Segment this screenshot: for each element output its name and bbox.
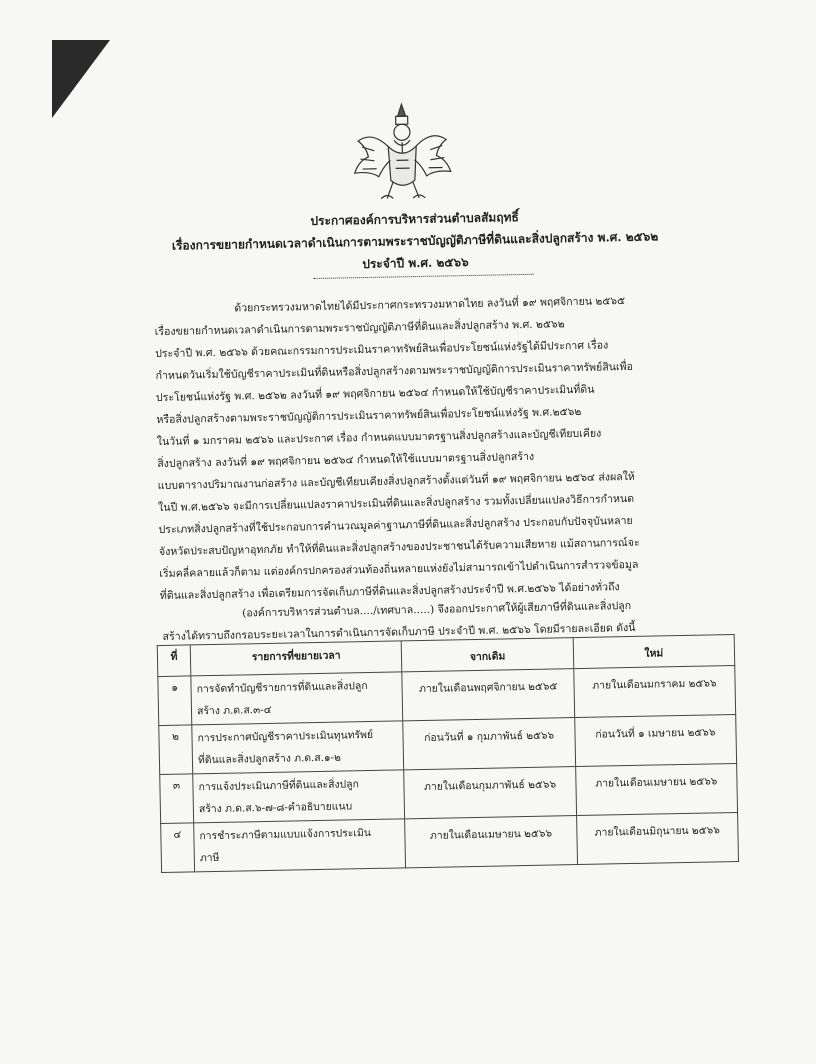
- row-item-line: ที่ดินและสิ่งปลูกสร้าง ภ.ด.ส.๑-๒: [197, 751, 342, 767]
- header-no: ที่: [157, 645, 191, 677]
- row-item-line: การแจ้งประเมินภาษีที่ดินและสิ่งปลูก: [198, 778, 359, 794]
- row-item-line: การชำระภาษีตามแบบแจ้งการประเมิน: [199, 827, 371, 843]
- table-row: [161, 812, 739, 872]
- announce-line: สร้างได้ทราบถึงกรอบระยะเวลาในการดำเนินการจัดเก็บภาษี ประจำปี พ.ศ. ๒๕๖๖ โดยมีรายละเอียด ดังนี้: [162, 621, 636, 643]
- announce-line: (องค์การบริหารส่วนตำบล..../เทศบาล.....) จึงออกประกาศให้ผู้เสียภาษีที่ดินและสิ่งปลูก: [242, 599, 632, 620]
- body-line: จังหวัดประสบปัญหาอุทกภัย ทำให้ที่ดินและสิ่งปลูกสร้างของประชาชนได้รับความเสียหาย แม้สถานการณ์จะ: [158, 536, 640, 559]
- row-item-line: การจัดทำบัญชีรายการที่ดินและสิ่งปลูก: [196, 680, 368, 696]
- body-paragraph: [154, 288, 712, 607]
- body-line: ประโยชน์แห่งรัฐ พ.ศ. ๒๕๖๒ ลงวันที่ ๑๙ พฤศจิกายน ๒๕๖๔ กำหนดให้ใช้บัญชีราคาประเมินที่ดิน: [155, 383, 595, 405]
- header-new: ใหม่: [573, 634, 735, 668]
- body-line: หรือสิ่งปลูกสร้างตามพระราชบัญญัติการประเมินราคาทรัพย์สินเพื่อประโยชน์แห่งรัฐ พ.ศ.๒๕๖๒: [156, 405, 582, 427]
- row-no: ๒: [159, 725, 193, 775]
- row-old: ภายในเดือนเมษายน ๒๕๖๖: [405, 816, 577, 868]
- row-item-line: ภาษี: [199, 851, 220, 865]
- title-line-3: ประจำปี พ.ศ. ๒๕๖๖: [362, 255, 469, 272]
- header-old: จากเดิม: [402, 638, 574, 672]
- row-item: [194, 819, 406, 872]
- body-line: ประเภทสิ่งปลูกสร้างที่ใช้ประกอบการคำนวณมูลค่าฐานภาษีที่ดินและสิ่งปลูกสร้าง ประกอบกับปัจจุบันหลาย: [158, 514, 633, 537]
- row-item-line: การประกาศบัญชีราคาประเมินทุนทรัพย์: [197, 728, 374, 745]
- body-line: สิ่งปลูกสร้าง ลงวันที่ ๑๙ พฤศจิกายน ๒๕๖๔ กำหนดให้ใช้แบบมาตรฐานสิ่งปลูกสร้าง: [157, 450, 535, 471]
- row-item: [192, 721, 404, 774]
- body-line: กำหนดวันเริ่มใช้บัญชีราคาประเมินที่ดินหรือสิ่งปลูกสร้างตามพระราชบัญญัติการประเมินราคาทรัพย์สินเพื่อ: [155, 360, 634, 383]
- row-no: ๑: [158, 676, 192, 726]
- row-new: ภายในเดือนมิถุนายน ๒๕๖๖: [576, 812, 738, 864]
- row-old: ภายในเดือนพฤศจิกายน ๒๕๖๕: [402, 669, 574, 721]
- schedule-table: [157, 634, 739, 873]
- title-line-2: เรื่องการขยายกำหนดเวลาดำเนินการตามพระราชบัญญัติภาษีที่ดินและสิ่งปลูกสร้าง พ.ศ. ๒๕๖๒: [171, 229, 659, 253]
- body-line: ในวันที่ ๑ มกราคม ๒๕๖๖ และประกาศ เรื่อง กำหนดแบบมาตรฐานสิ่งปลูกสร้างและบัญชีเทียบเคียง: [156, 427, 602, 449]
- row-no: ๔: [161, 823, 195, 873]
- body-line: เริ่มคลี่คลายแล้วก็ตาม แต่องค์กรปกครองส่วนท้องถิ่นหลายแห่งยังไม่สามารถเข้าไปดำเนินการสำรวจข้อมูล: [159, 558, 639, 581]
- body-line: ด้วยกระทรวงมหาดไทยได้มีประกาศกระทรวงมหาดไทย ลงวันที่ ๑๙ พฤศจิกายน ๒๕๖๕: [234, 295, 626, 315]
- title-line-1: ประกาศองค์การบริหารส่วนตำบลสัมฤทธิ์: [310, 210, 519, 229]
- garuda-emblem-icon: [347, 99, 457, 205]
- row-item-line: สร้าง ภ.ด.ส.๓-๔: [196, 703, 272, 718]
- body-line: ที่ดินและสิ่งปลูกสร้าง เพื่อเตรียมการจัดเก็บภาษีที่ดินและสิ่งปลูกสร้างประจำปี พ.ศ.๒๕๖๖ ได้อย่างทั่วถึง: [159, 581, 620, 603]
- body-line: ประจำปี พ.ศ. ๒๕๖๖ ด้วยคณะกรรมการประเมินราคาทรัพย์สินเพื่อประโยชน์แห่งรัฐได้มีประกาศ เรื่อง: [155, 339, 609, 361]
- row-new: ก่อนวันที่ ๑ เมษายน ๒๕๖๖: [574, 714, 736, 766]
- row-item-line: สร้าง ภ.ด.ส.๖-๗-๘-คำอธิบายแนบ: [198, 800, 353, 816]
- row-old: ก่อนวันที่ ๑ กุมภาพันธ์ ๒๕๖๖: [403, 718, 575, 770]
- row-item: [191, 672, 403, 725]
- row-old: ภายในเดือนกุมภาพันธ์ ๒๕๖๖: [404, 767, 576, 819]
- body-line: ในปี พ.ศ.๒๕๖๖ จะมีการเปลี่ยนแปลงราคาประเมินที่ดินและสิ่งปลูกสร้าง รวมทั้งเปลี่ยนแปลงวิธีการกำหนด: [157, 492, 635, 515]
- row-no: ๓: [160, 774, 194, 824]
- row-item: [193, 770, 405, 823]
- header-item: รายการที่ขยายเวลา: [190, 641, 402, 676]
- row-new: ภายในเดือนมกราคม ๒๕๖๖: [573, 665, 735, 717]
- row-new: ภายในเดือนเมษายน ๒๕๖๖: [575, 763, 737, 815]
- body-line: แบบตารางปริมาณงานก่อสร้าง และบัญชีเทียบเคียงสิ่งปลูกสร้างตั้งแต่วันที่ ๑๙ พฤศจิกายน ๒๕๖๔ ส่งผลให้: [157, 470, 635, 493]
- body-line: เรื่องขยายกำหนดเวลาดำเนินการตามพระราชบัญญัติภาษีที่ดินและสิ่งปลูกสร้าง พ.ศ. ๒๕๖๒: [154, 318, 565, 339]
